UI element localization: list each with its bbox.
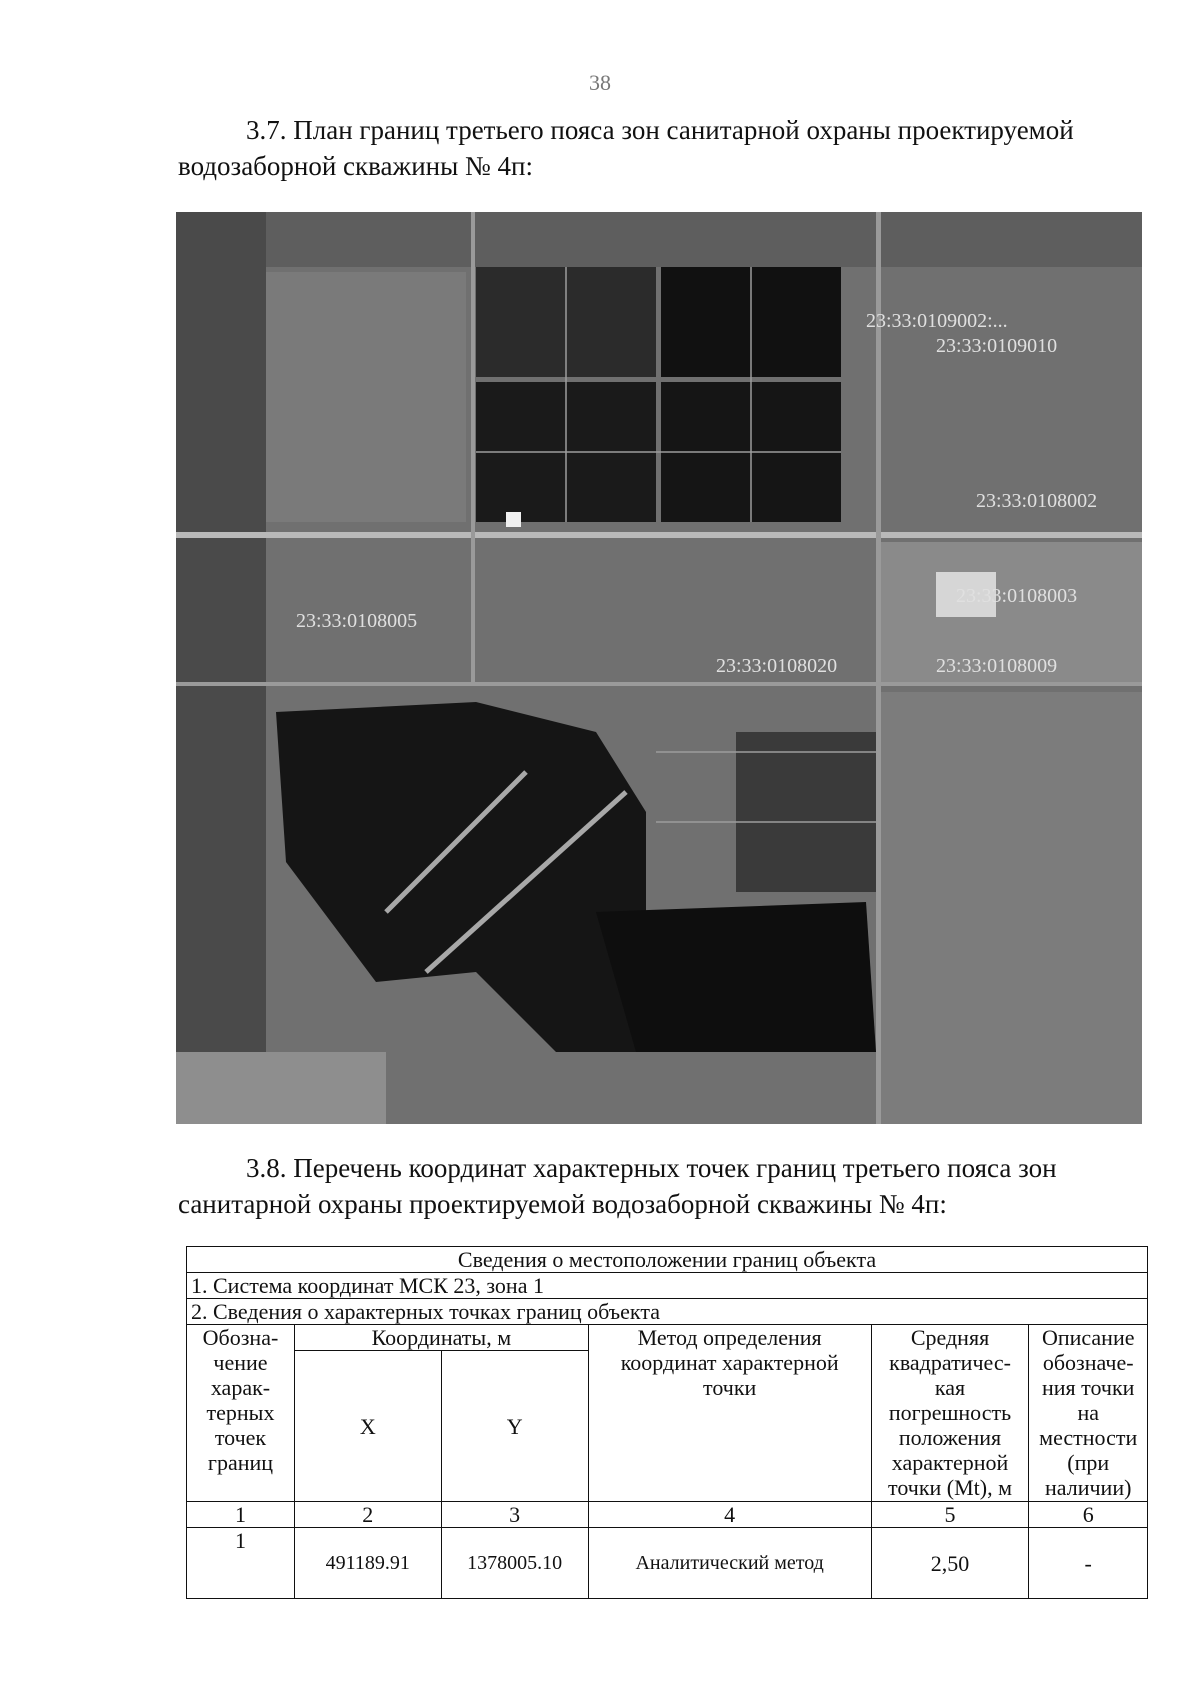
map-label-2: 23:33:0108002 [976, 490, 1098, 512]
column-number: 4 [588, 1502, 871, 1528]
section-3-7-title [178, 112, 1138, 184]
column-number: 2 [294, 1502, 441, 1528]
points-info-row: 2. Сведения о характерных точках границ объекта [187, 1299, 1148, 1325]
header-y: Y [441, 1351, 588, 1502]
map-label-3: 23:33:0108003 [956, 585, 1078, 607]
cell-x: 491189.91 [294, 1528, 441, 1599]
cell-point: 1 [187, 1528, 295, 1599]
map-label-5: 23:33:0108005 [296, 610, 418, 632]
coordinates-table [186, 1246, 1148, 1599]
cell-y: 1378005.10 [441, 1528, 588, 1599]
section-3-8-title-line1: 3.8. Перечень координат характерных точек границ третьего пояса зон [246, 1153, 1057, 1183]
map-label-1: 23:33:0109010 [936, 335, 1058, 357]
header-designation: Обозна-чение харак-терных точек границ [187, 1325, 295, 1502]
column-number: 5 [871, 1502, 1029, 1528]
map-graphic [176, 212, 1142, 1124]
table-caption: Сведения о местоположении границ объекта [187, 1247, 1148, 1273]
cell-description: - [1029, 1528, 1148, 1599]
header-x: X [294, 1351, 441, 1502]
map-label-0: 23:33:0109002:... [866, 310, 1008, 332]
column-number: 1 [187, 1502, 295, 1528]
section-3-8-title [178, 1150, 1138, 1222]
header-error: Средняя квадратичес-кая погрешность положения характерной точки (Mt), м [871, 1325, 1029, 1502]
section-3-7-title-line1: 3.7. План границ третьего пояса зон санитарной охраны проектируемой [246, 115, 1074, 145]
boundary-map-image [176, 212, 1142, 1124]
header-description: Описание обозначе-ния точки на местности (при наличии) [1029, 1325, 1148, 1502]
page-number: 38 [589, 70, 611, 95]
column-number: 6 [1029, 1502, 1148, 1528]
map-label-4: 23:33:0108009 [936, 655, 1058, 677]
section-3-7-title-line2: водозаборной скважины № 4п: [178, 151, 533, 181]
map-label-6: 23:33:0108020 [716, 655, 838, 677]
header-coordinates: Координаты, м [294, 1325, 588, 1351]
cell-error: 2,50 [871, 1528, 1029, 1599]
section-3-8-title-line2: санитарной охраны проектируемой водозаборной скважины № 4п: [178, 1189, 947, 1219]
header-method: Метод определения координат характерной точки [588, 1325, 871, 1502]
coordinate-system-row: 1. Система координат МСК 23, зона 1 [187, 1273, 1148, 1299]
table-row [187, 1528, 1148, 1599]
column-number: 3 [441, 1502, 588, 1528]
cell-method: Аналитический метод [588, 1528, 871, 1599]
